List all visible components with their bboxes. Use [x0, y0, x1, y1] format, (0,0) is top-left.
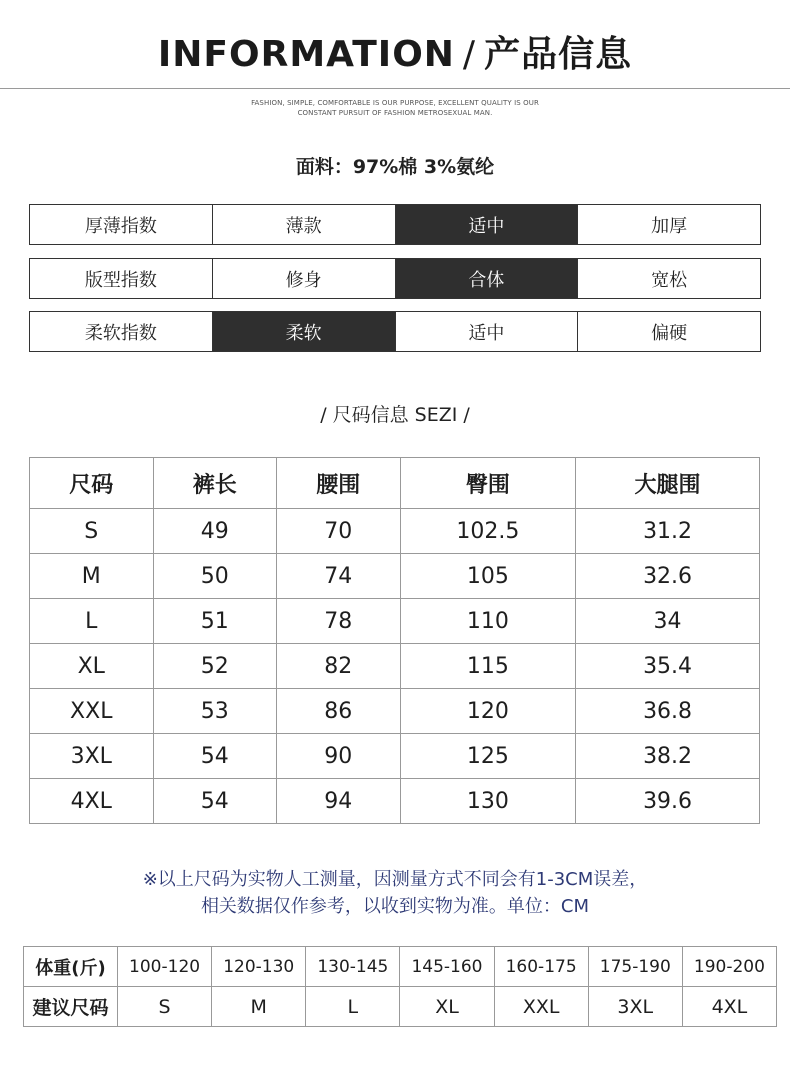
table-cell: 70 [277, 509, 401, 554]
table-cell: 34 [576, 599, 760, 644]
index-option-selected: 合体 [395, 259, 578, 298]
table-row [30, 689, 760, 734]
index-label: 厚薄指数 [84, 215, 157, 237]
table-cell: 94 [277, 779, 401, 824]
size-table [29, 457, 760, 824]
index-option: 修身 [212, 259, 395, 298]
table-cell: 125 [400, 734, 576, 779]
note-line-1: ※以上尺码为实物人工测量，因测量方式不同会有1-3CM误差， [142, 869, 648, 890]
weight-range-cell: 120-130 [212, 947, 306, 987]
table-cell: 90 [277, 734, 401, 779]
tagline-line-2: CONSTANT PURSUIT OF FASHION METROSEXUAL MAN. [297, 109, 493, 117]
table-cell: 3XL [30, 734, 154, 779]
recommended-size-cell: L [306, 987, 400, 1027]
recommended-size-row [24, 987, 777, 1027]
page-title [0, 30, 790, 80]
index-option: 偏硬 [577, 312, 760, 351]
table-cell: 31.2 [576, 509, 760, 554]
recommended-size-cell: 4XL [682, 987, 776, 1027]
weight-range-cell: 190-200 [682, 947, 776, 987]
index-row [29, 204, 761, 245]
weight-range-cell: 160-175 [494, 947, 588, 987]
fabric-composition: 面料：97%棉 3%氨纶 [295, 156, 495, 178]
weight-range-cell: 100-120 [118, 947, 212, 987]
tagline-line-1: FASHION, SIMPLE, COMFORTABLE IS OUR PURPOSE, EXCELLENT QUALITY IS OUR [251, 99, 539, 107]
table-row [30, 779, 760, 824]
table-cell: 35.4 [576, 644, 760, 689]
weight-row-label: 体重(斤) [24, 947, 118, 987]
title-separator: / [462, 34, 477, 75]
table-cell: M [30, 554, 154, 599]
size-table-header-cell: 尺码 [30, 458, 154, 509]
index-option-selected: 适中 [395, 205, 578, 244]
table-cell: 52 [153, 644, 277, 689]
size-section-heading: / 尺码信息 SEZI / [320, 404, 470, 426]
weight-range-cell: 175-190 [588, 947, 682, 987]
table-row [30, 599, 760, 644]
weight-range-cell: 145-160 [400, 947, 494, 987]
recommended-size-cell: M [212, 987, 306, 1027]
page-header [0, 30, 790, 80]
index-option: 加厚 [577, 205, 760, 244]
size-table-header-cell: 裤长 [153, 458, 277, 509]
table-cell: 115 [400, 644, 576, 689]
table-cell: 130 [400, 779, 576, 824]
size-table-header-row [30, 458, 760, 509]
table-cell: 36.8 [576, 689, 760, 734]
table-cell: 78 [277, 599, 401, 644]
recommended-size-cell: S [118, 987, 212, 1027]
table-cell: 86 [277, 689, 401, 734]
table-row [30, 734, 760, 779]
size-table-body [30, 509, 760, 824]
tagline [0, 98, 790, 118]
table-cell: 49 [153, 509, 277, 554]
table-cell: 102.5 [400, 509, 576, 554]
index-option-selected: 柔软 [212, 312, 395, 351]
table-cell: 110 [400, 599, 576, 644]
table-cell: 38.2 [576, 734, 760, 779]
table-row [30, 644, 760, 689]
measurement-note [0, 866, 790, 920]
recommended-size-cell: 3XL [588, 987, 682, 1027]
table-cell: 4XL [30, 779, 154, 824]
table-cell: 53 [153, 689, 277, 734]
note-line-2: 相关数据仅作参考，以收到实物为准。单位：CM [200, 896, 590, 917]
table-cell: 54 [153, 734, 277, 779]
table-row [30, 509, 760, 554]
index-row [29, 258, 761, 299]
table-cell: 120 [400, 689, 576, 734]
table-cell: 82 [277, 644, 401, 689]
size-table-header-cell: 臀围 [400, 458, 576, 509]
table-cell: XXL [30, 689, 154, 734]
title-english: INFORMATION [157, 34, 455, 75]
table-cell: XL [30, 644, 154, 689]
weight-row [24, 947, 777, 987]
weight-range-cell: 130-145 [306, 947, 400, 987]
index-option: 薄款 [212, 205, 395, 244]
table-cell: 74 [277, 554, 401, 599]
table-cell: 39.6 [576, 779, 760, 824]
table-cell: 54 [153, 779, 277, 824]
table-cell: S [30, 509, 154, 554]
size-table-header-cell: 腰围 [277, 458, 401, 509]
recommended-size-label: 建议尺码 [24, 987, 118, 1027]
size-table-header-cell: 大腿围 [576, 458, 760, 509]
table-row [30, 554, 760, 599]
index-row [29, 311, 761, 352]
weight-size-table [23, 946, 777, 1027]
title-chinese: 产品信息 [484, 34, 633, 75]
header-divider [0, 88, 790, 89]
table-cell: 51 [153, 599, 277, 644]
index-label: 柔软指数 [84, 322, 157, 344]
recommended-size-cell: XXL [494, 987, 588, 1027]
table-cell: 32.6 [576, 554, 760, 599]
recommended-size-cell: XL [400, 987, 494, 1027]
table-cell: 105 [400, 554, 576, 599]
table-cell: 50 [153, 554, 277, 599]
table-cell: L [30, 599, 154, 644]
index-option: 适中 [395, 312, 578, 351]
index-option: 宽松 [577, 259, 760, 298]
index-label: 版型指数 [84, 269, 157, 291]
